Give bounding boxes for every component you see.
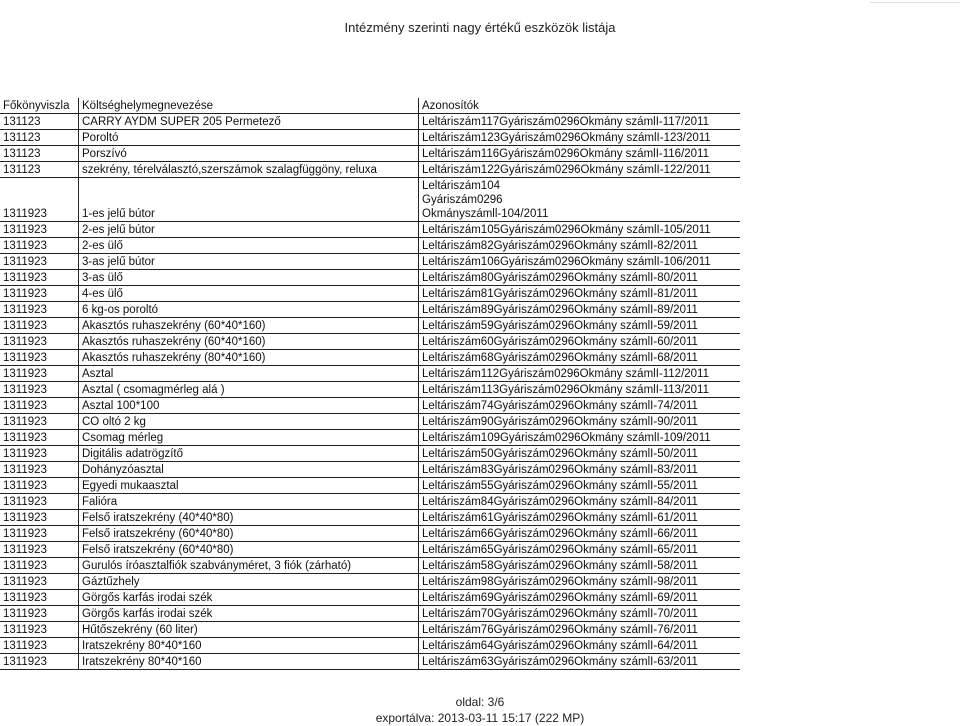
cost-center-name-cell: Egyedi mukaasztal [79, 478, 419, 494]
cost-center-name-cell: Akasztós ruhaszekrény (60*40*160) [79, 334, 419, 350]
cost-center-name-cell: 2-es jelű bútor [79, 222, 419, 238]
cost-center-name-cell: Felső iratszekrény (60*40*80) [79, 542, 419, 558]
identifiers-cell: Leltáriszám65Gyáriszám0296Okmány számlI-65/2011 [419, 542, 741, 558]
header-cost-center-name: Költséghelymegnevezése [79, 98, 419, 114]
page-number: oldal: 3/6 [455, 695, 505, 709]
table-row [0, 446, 740, 462]
table-row [0, 114, 740, 130]
ledger-account-cell: 1311923 [0, 446, 79, 462]
table-row [0, 398, 740, 414]
ledger-account-cell: 1311923 [0, 638, 79, 654]
export-timestamp: exportálva: 2013-03-11 15:17 (222 MP) [375, 711, 585, 725]
table-row [0, 382, 740, 398]
header-identifiers: Azonosítók [419, 98, 741, 114]
table-header-row [0, 98, 740, 114]
identifiers-cell: Leltáriszám64Gyáriszám0296Okmány számlI-64/2011 [419, 638, 741, 654]
ledger-account-cell: 1311923 [0, 382, 79, 398]
asset-table [0, 98, 740, 670]
identifiers-cell: Leltáriszám58Gyáriszám0296Okmány számlI-58/2011 [419, 558, 741, 574]
table-row [0, 238, 740, 254]
table-row [0, 222, 740, 238]
table-row [0, 510, 740, 526]
ledger-account-cell: 1311923 [0, 238, 79, 254]
cost-center-name-cell: CO oltó 2 kg [79, 414, 419, 430]
identifiers-cell: Leltáriszám84Gyáriszám0296Okmány számlI-84/2011 [419, 494, 741, 510]
cost-center-name-cell: Gurulós íróasztalfiók szabványméret, 3 fiók (zárható) [79, 558, 419, 574]
ledger-account-cell: 1311923 [0, 622, 79, 638]
ledger-account-cell: 1311923 [0, 526, 79, 542]
cost-center-name-cell: Asztal [79, 366, 419, 382]
table-row [0, 334, 740, 350]
cost-center-name-cell: Csomag mérleg [79, 430, 419, 446]
identifiers-cell: Leltáriszám76Gyáriszám0296Okmány számlI-76/2011 [419, 622, 741, 638]
ledger-account-cell: 1311923 [0, 398, 79, 414]
identifiers-cell: Leltáriszám55Gyáriszám0296Okmány számlI-55/2011 [419, 478, 741, 494]
table-row [0, 318, 740, 334]
cost-center-name-cell: CARRY AYDM SUPER 205 Permetező [79, 114, 419, 130]
cost-center-name-cell: Iratszekrény 80*40*160 [79, 638, 419, 654]
ledger-account-cell: 1311923 [0, 494, 79, 510]
cost-center-name-cell: 6 kg-os poroltó [79, 302, 419, 318]
top-edge-rule [870, 2, 960, 3]
ledger-account-cell: 1311923 [0, 574, 79, 590]
table-row [0, 430, 740, 446]
table-row [0, 414, 740, 430]
identifiers-cell: Leltáriszám63Gyáriszám0296Okmány számlI-63/2011 [419, 654, 741, 670]
ledger-account-cell: 1311923 [0, 462, 79, 478]
ledger-account-cell: 1311923 [0, 590, 79, 606]
ledger-account-cell: 131123 [0, 162, 79, 178]
ledger-account-cell: 131123 [0, 130, 79, 146]
ledger-account-cell: 1311923 [0, 510, 79, 526]
table-row [0, 494, 740, 510]
cost-center-name-cell: szekrény, térelválasztó,szerszámok szalagfüggöny, reluxa [79, 162, 419, 178]
ledger-account-cell: 131123 [0, 114, 79, 130]
table-row [0, 590, 740, 606]
header-ledger-account: Főkönyviszla [0, 98, 79, 114]
table-row [0, 270, 740, 286]
ledger-account-cell: 1311923 [0, 270, 79, 286]
cost-center-name-cell: Falióra [79, 494, 419, 510]
identifiers-cell: Leltáriszám89Gyáriszám0296Okmány számlI-89/2011 [419, 302, 741, 318]
ledger-account-cell: 1311923 [0, 178, 79, 222]
identifiers-cell: Leltáriszám68Gyáriszám0296Okmány számlI-68/2011 [419, 350, 741, 366]
cost-center-name-cell: 3-as ülő [79, 270, 419, 286]
identifiers-cell: Leltáriszám122Gyáriszám0296Okmány számlI-122/2011 [419, 162, 741, 178]
table-row [0, 606, 740, 622]
ledger-account-cell: 1311923 [0, 286, 79, 302]
identifiers-cell: Leltáriszám66Gyáriszám0296Okmány számlI-66/2011 [419, 526, 741, 542]
ledger-account-cell: 1311923 [0, 366, 79, 382]
table-row [0, 350, 740, 366]
identifiers-cell: Leltáriszám70Gyáriszám0296Okmány számlI-70/2011 [419, 606, 741, 622]
cost-center-name-cell: Asztal 100*100 [79, 398, 419, 414]
cost-center-name-cell: Iratszekrény 80*40*160 [79, 654, 419, 670]
cost-center-name-cell: Görgős karfás irodai szék [79, 606, 419, 622]
table-row [0, 638, 740, 654]
table-row [0, 526, 740, 542]
table-row [0, 130, 740, 146]
identifiers-cell: Leltáriszám60Gyáriszám0296Okmány számlI-60/2011 [419, 334, 741, 350]
cost-center-name-cell: Akasztós ruhaszekrény (80*40*160) [79, 350, 419, 366]
ledger-account-cell: 1311923 [0, 654, 79, 670]
table-row [0, 302, 740, 318]
table-row [0, 286, 740, 302]
identifier-line: Gyáriszám0296 [422, 194, 503, 206]
ledger-account-cell: 1311923 [0, 318, 79, 334]
ledger-account-cell: 1311923 [0, 478, 79, 494]
identifiers-cell: Leltáriszám105Gyáriszám0296Okmány számlI-105/2011 [419, 222, 741, 238]
identifier-line: Leltáriszám104 [422, 180, 500, 192]
identifiers-cell: Leltáriszám82Gyáriszám0296Okmány számlI-82/2011 [419, 238, 741, 254]
cost-center-name-cell: Asztal ( csomagmérleg alá ) [79, 382, 419, 398]
table-row [0, 178, 740, 222]
identifiers-cell: Leltáriszám69Gyáriszám0296Okmány számlI-69/2011 [419, 590, 741, 606]
identifiers-cell: Leltáriszám83Gyáriszám0296Okmány számlI-83/2011 [419, 462, 741, 478]
identifiers-cell: Leltáriszám81Gyáriszám0296Okmány számlI-81/2011 [419, 286, 741, 302]
cost-center-name-cell: Felső iratszekrény (60*40*80) [79, 526, 419, 542]
cost-center-name-cell: Hűtőszekrény (60 liter) [79, 622, 419, 638]
page-title: Intézmény szerinti nagy értékű eszközök listája [344, 20, 616, 35]
cost-center-name-cell: 2-es ülő [79, 238, 419, 254]
ledger-account-cell: 131123 [0, 146, 79, 162]
ledger-account-cell: 1311923 [0, 606, 79, 622]
ledger-account-cell: 1311923 [0, 334, 79, 350]
identifiers-cell [419, 178, 741, 222]
cost-center-name-cell: Digitális adatrögzítő [79, 446, 419, 462]
table-row [0, 542, 740, 558]
table-row [0, 462, 740, 478]
ledger-account-cell: 1311923 [0, 414, 79, 430]
table-row [0, 254, 740, 270]
identifiers-cell: Leltáriszám106Gyáriszám0296Okmány számlI-106/2011 [419, 254, 741, 270]
identifiers-cell: Leltáriszám117Gyáriszám0296Okmány számlI-117/2011 [419, 114, 741, 130]
identifiers-cell: Leltáriszám113Gyáriszám0296Okmány számlI-113/2011 [419, 382, 741, 398]
table-row [0, 622, 740, 638]
identifiers-cell: Leltáriszám98Gyáriszám0296Okmány számlI-98/2011 [419, 574, 741, 590]
table-row [0, 146, 740, 162]
identifiers-cell: Leltáriszám123Gyáriszám0296Okmány számlI-123/2011 [419, 130, 741, 146]
cost-center-name-cell: Dohányzóasztal [79, 462, 419, 478]
cost-center-name-cell: Poroltó [79, 130, 419, 146]
cost-center-name-cell: Akasztós ruhaszekrény (60*40*160) [79, 318, 419, 334]
cost-center-name-cell: Felső iratszekrény (40*40*80) [79, 510, 419, 526]
table-row [0, 366, 740, 382]
identifiers-cell: Leltáriszám74Gyáriszám0296Okmány számlI-74/2011 [419, 398, 741, 414]
identifiers-cell: Leltáriszám112Gyáriszám0296Okmány számlI-112/2011 [419, 366, 741, 382]
ledger-account-cell: 1311923 [0, 222, 79, 238]
asset-table-body [0, 98, 740, 670]
identifiers-cell: Leltáriszám61Gyáriszám0296Okmány számlI-61/2011 [419, 510, 741, 526]
table-row [0, 558, 740, 574]
cost-center-name-cell: 1-es jelű bútor [79, 178, 419, 222]
table-row [0, 654, 740, 670]
identifiers-cell: Leltáriszám59Gyáriszám0296Okmány számlI-59/2011 [419, 318, 741, 334]
ledger-account-cell: 1311923 [0, 350, 79, 366]
identifier-line: Okmányszámll-104/2011 [422, 208, 549, 220]
cost-center-name-cell: Gáztűzhely [79, 574, 419, 590]
ledger-account-cell: 1311923 [0, 430, 79, 446]
cost-center-name-cell: Görgős karfás irodai szék [79, 590, 419, 606]
cost-center-name-cell: 4-es ülő [79, 286, 419, 302]
table-row [0, 478, 740, 494]
identifiers-cell: Leltáriszám109Gyáriszám0296Okmány számlI-109/2011 [419, 430, 741, 446]
ledger-account-cell: 1311923 [0, 558, 79, 574]
ledger-account-cell: 1311923 [0, 542, 79, 558]
identifiers-cell: Leltáriszám90Gyáriszám0296Okmány számlI-90/2011 [419, 414, 741, 430]
identifiers-cell: Leltáriszám80Gyáriszám0296Okmány számlI-80/2011 [419, 270, 741, 286]
identifiers-cell: Leltáriszám116Gyáriszám0296Okmány számlI-116/2011 [419, 146, 741, 162]
table-row [0, 162, 740, 178]
cost-center-name-cell: 3-as jelű bútor [79, 254, 419, 270]
ledger-account-cell: 1311923 [0, 302, 79, 318]
cost-center-name-cell: Porszívó [79, 146, 419, 162]
identifiers-cell: Leltáriszám50Gyáriszám0296Okmány számlI-50/2011 [419, 446, 741, 462]
table-row [0, 574, 740, 590]
ledger-account-cell: 1311923 [0, 254, 79, 270]
